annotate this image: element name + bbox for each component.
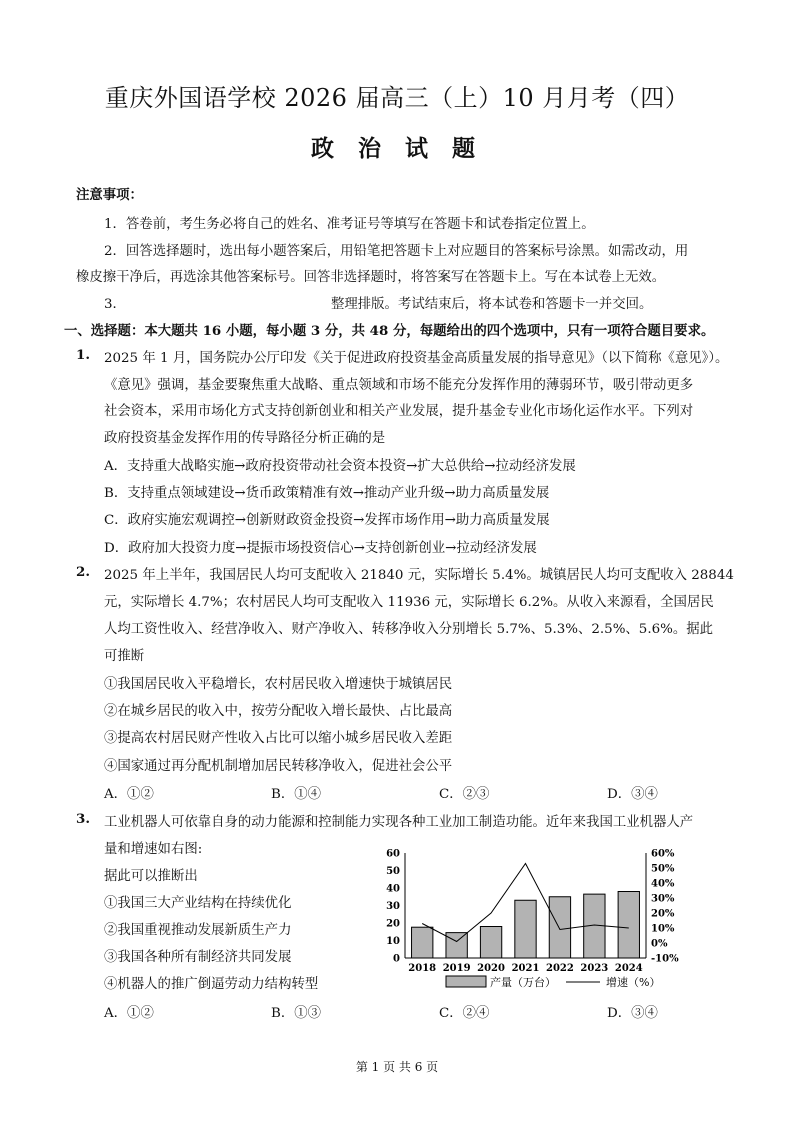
q2-stem-4: 可推断: [104, 649, 145, 664]
y-left-tick-label: 30: [386, 901, 400, 912]
y-left-tick-label: 0: [393, 953, 400, 965]
q2-stem-2: 元，实际增长 4.7%；农村居民人均可支配收入 11936 元，实际增长 6.2%。从收入来源看，全国居民: [104, 595, 714, 610]
q1-option-a[interactable]: A．支持重大战略实施→政府投资带动社会资本投资→扩大总供给→拉动经济发展: [104, 459, 576, 474]
x-tick-label-2021: 2021: [511, 963, 540, 974]
y-right-tick-label: 40%: [651, 878, 675, 890]
bar-2024: [618, 892, 639, 959]
q3-stem-1: 工业机器人可依靠自身的动力能源和控制能力实现各种工业加工制造功能。近年来我国工业机器人产: [104, 815, 694, 830]
robot-output-chart: [360, 840, 716, 990]
q3-stem-2: 量和增速如右图:: [104, 842, 203, 857]
q1-option-c[interactable]: C．政府实施宏观调控→创新财政资金投资→发挥市场作用→助力高质量发展: [104, 513, 550, 528]
bar-2018: [412, 927, 433, 958]
legend-bar-swatch: [446, 976, 486, 987]
notice-label: 注意事项：: [76, 187, 143, 203]
q1-stem-3: 社会资本，采用市场化方式支持创新创业和相关产业发展，提升基金专业化市场化运作水平。下列对: [104, 404, 694, 419]
x-tick-label-2020: 2020: [477, 963, 505, 974]
y-right-tick-label: 10%: [651, 923, 675, 935]
notice-item-2-cont: 橡皮擦干净后，再选涂其他答案标号。回答非选择题时，将答案写在答题卡上。写在本试卷上无效。: [76, 270, 666, 285]
q3-choice-d[interactable]: D．③④: [607, 1006, 658, 1021]
q1-option-b[interactable]: B．支持重点领域建设→货币政策精准有效→推动产业升级→助力高质量发展: [104, 486, 550, 501]
y-left-tick-label: 50: [386, 866, 400, 877]
notice-item-1: 1．答卷前，考生务必将自己的姓名、准考证号等填写在答题卡和试卷指定位置上。: [104, 217, 595, 232]
bar-2022: [549, 897, 570, 958]
q2-choice-a[interactable]: A．①②: [104, 787, 154, 802]
y-right-tick-label: 0%: [651, 938, 668, 950]
notice-item-3-num: 3．: [104, 297, 126, 312]
q2-number: 2.: [76, 564, 90, 580]
y-left-tick-label: 60: [386, 848, 400, 860]
y-right-tick-label: 30%: [651, 893, 675, 905]
q2-stem-3: 人均工资性收入、经营净收入、财产净收入、转移净收入分别增长 5.7%、5.3%、2.5%、5.6%。据此: [104, 622, 714, 637]
q2-statement-2: ②在城乡居民的收入中，按劳分配收入增长最快、占比最高: [104, 704, 453, 719]
q2-choice-c[interactable]: C．②③: [439, 787, 490, 802]
subject-title: 政 治 试 题: [310, 135, 484, 162]
x-tick-label-2022: 2022: [546, 963, 574, 974]
q2-stem-1: 2025 年上半年，我国居民人均可支配收入 21840 元，实际增长 5.4%。城镇居民人均可支配收入 28844: [104, 568, 734, 583]
y-right-tick-label: 60%: [651, 848, 675, 860]
bar-2019: [446, 933, 467, 958]
q3-statement-4: ④机器人的推广倒逼劳动力结构转型: [104, 977, 319, 992]
y-right-tick-label: -10%: [651, 953, 679, 965]
q3-choice-c[interactable]: C．②④: [439, 1006, 490, 1021]
section-heading: 一、选择题：本大题共 16 小题，每小题 3 分，共 48 分，每题给出的四个选项中，只有一项符合题目要求。: [64, 323, 715, 339]
bar-2021: [515, 900, 536, 958]
x-tick-label-2023: 2023: [580, 963, 609, 974]
notice-item-2: 2．回答选择题时，选出每小题答案后，用铅笔把答题卡上对应题目的答案标号涂黑。如需改动，用: [104, 244, 689, 259]
q1-stem-4: 政府投资基金发挥作用的传导路径分析正确的是: [104, 431, 386, 446]
q2-choice-b[interactable]: B．①④: [271, 787, 322, 802]
page-footer: 第 1 页 共 6 页: [355, 1060, 439, 1074]
q1-stem-2: 《意见》强调，基金要聚焦重大战略、重点领域和市场不能充分发挥作用的薄弱环节，吸引带动更多: [104, 378, 694, 393]
q1-number: 1.: [76, 347, 90, 363]
x-tick-label-2019: 2019: [442, 963, 471, 974]
q3-statement-2: ②我国重视推动发展新质生产力: [104, 923, 292, 938]
x-tick-label-2024: 2024: [614, 963, 643, 974]
q1-option-d[interactable]: D．政府加大投资力度→提振市场投资信心→支持创新创业→拉动经济发展: [104, 541, 537, 556]
q2-statement-4: ④国家通过再分配机制增加居民转移净收入，促进社会公平: [104, 759, 453, 774]
q2-choice-d[interactable]: D．③④: [607, 787, 658, 802]
y-left-tick-label: 40: [386, 883, 400, 895]
q2-statement-3: ③提高农村居民财产性收入占比可以缩小城乡居民收入差距: [104, 731, 453, 746]
q1-stem-1: 2025 年 1 月，国务院办公厅印发《关于促进政府投资基金高质量发展的指导意见》（以下简称《意见》）。: [104, 351, 729, 366]
y-right-tick-label: 50%: [651, 863, 675, 875]
y-left-tick-label: 10: [386, 936, 400, 947]
q3-lead: 据此可以推断出: [104, 869, 198, 884]
q3-choice-a[interactable]: A．①②: [104, 1006, 154, 1021]
notice-item-3-text: 整理排版。考试结束后，将本试卷和答题卡一并交回。: [331, 297, 653, 312]
y-right-tick-label: 20%: [651, 908, 675, 920]
q3-number: 3.: [76, 811, 90, 827]
q3-choice-b[interactable]: B．①③: [271, 1006, 322, 1021]
q2-statement-1: ①我国居民收入平稳增长，农村居民收入增速快于城镇居民: [104, 677, 453, 692]
legend-line-label: 增速（%）: [606, 976, 661, 989]
bar-2020: [480, 927, 501, 959]
x-tick-label-2018: 2018: [408, 963, 437, 974]
paper-title: 重庆外国语学校 2026 届高三（上）10 月月考（四）: [104, 84, 690, 112]
q3-statement-1: ①我国三大产业结构在持续优化: [104, 896, 292, 911]
q3-statement-3: ③我国各种所有制经济共同发展: [104, 950, 292, 965]
y-left-tick-label: 20: [386, 918, 400, 930]
legend-bar-label: 产量（万台）: [490, 976, 556, 989]
